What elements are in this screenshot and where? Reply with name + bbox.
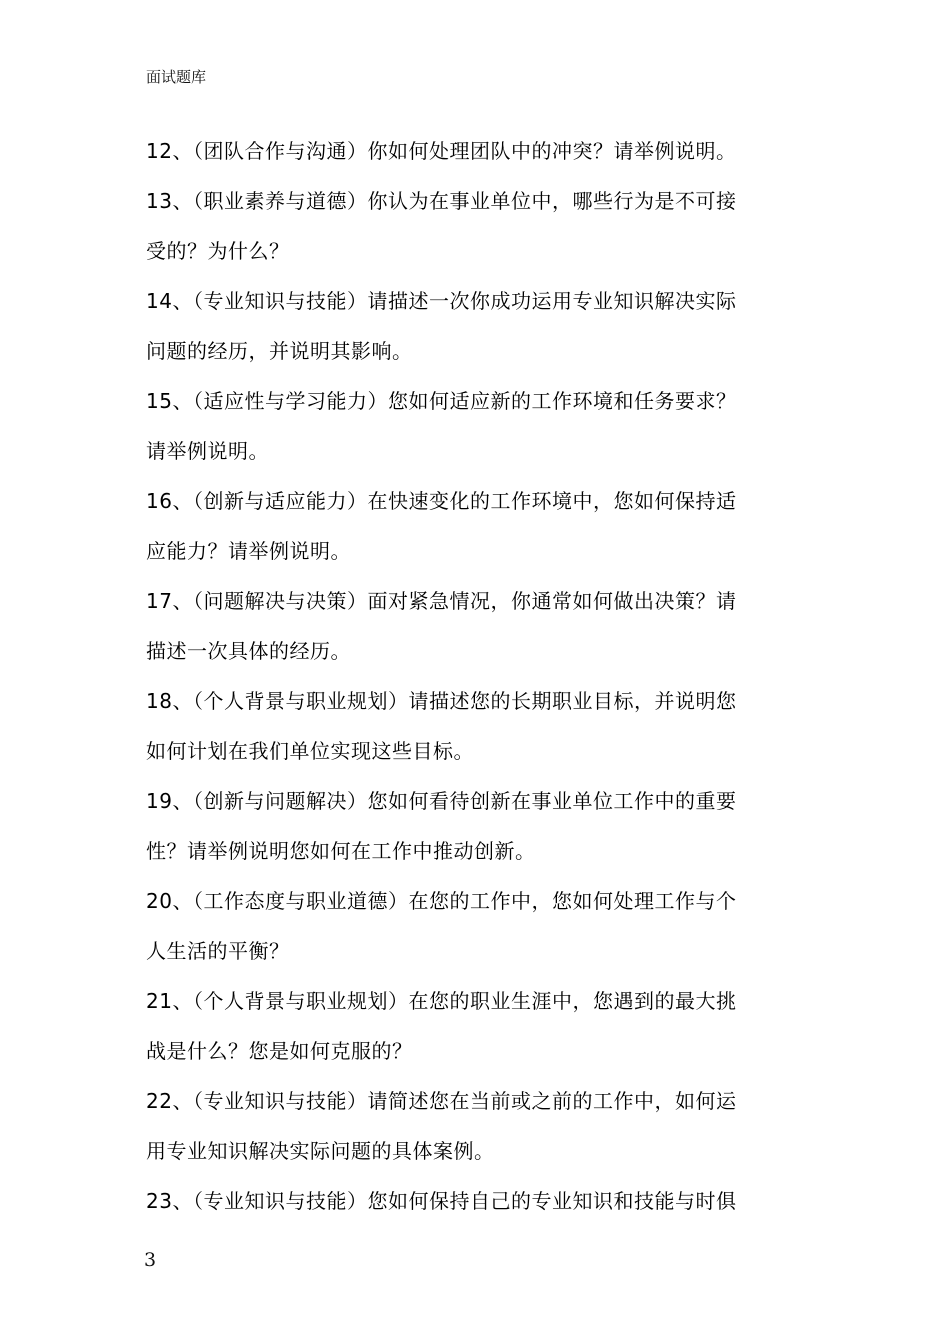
question-line: 22、（专业知识与技能）请简述您在当前或之前的工作中，如何运 (146, 1089, 737, 1113)
question-line: 请举例说明。 (146, 439, 269, 463)
question-line: 18、（个人背景与职业规划）请描述您的长期职业目标，并说明您 (146, 689, 737, 713)
question-line: 战是什么？您是如何克服的？ (146, 1039, 413, 1063)
page-number: 3 (144, 1249, 157, 1271)
question-line: 20、（工作态度与职业道德）在您的工作中，您如何处理工作与个 (146, 889, 737, 913)
question-line: 如何计划在我们单位实现这些目标。 (146, 739, 474, 763)
question-line: 17、（问题解决与决策）面对紧急情况，你通常如何做出决策？请 (146, 589, 737, 613)
question-line: 性？请举例说明您如何在工作中推动创新。 (146, 839, 536, 863)
question-line: 15、（适应性与学习能力）您如何适应新的工作环境和任务要求？ (146, 389, 737, 413)
question-line: 问题的经历，并说明其影响。 (146, 339, 413, 363)
question-line: 13、（职业素养与道德）你认为在事业单位中，哪些行为是不可接 (146, 189, 737, 213)
question-line: 23、（专业知识与技能）您如何保持自己的专业知识和技能与时俱 (146, 1189, 737, 1213)
question-line: 应能力？请举例说明。 (146, 539, 351, 563)
question-line: 描述一次具体的经历。 (146, 639, 351, 663)
question-line: 人生活的平衡？ (146, 939, 290, 963)
question-line: 19、（创新与问题解决）您如何看待创新在事业单位工作中的重要 (146, 789, 737, 813)
question-line: 16、（创新与适应能力）在快速变化的工作环境中，您如何保持适 (146, 489, 737, 513)
question-line: 21、（个人背景与职业规划）在您的职业生涯中，您遇到的最大挑 (146, 989, 737, 1013)
question-line: 12、（团队合作与沟通）你如何处理团队中的冲突？请举例说明。 (146, 139, 737, 163)
question-line: 用专业知识解决实际问题的具体案例。 (146, 1139, 495, 1163)
question-list (146, 126, 811, 1226)
question-line: 受的？为什么？ (146, 239, 290, 263)
question-line: 14、（专业知识与技能）请描述一次你成功运用专业知识解决实际 (146, 289, 737, 313)
page-header: 面试题库 (146, 68, 207, 86)
